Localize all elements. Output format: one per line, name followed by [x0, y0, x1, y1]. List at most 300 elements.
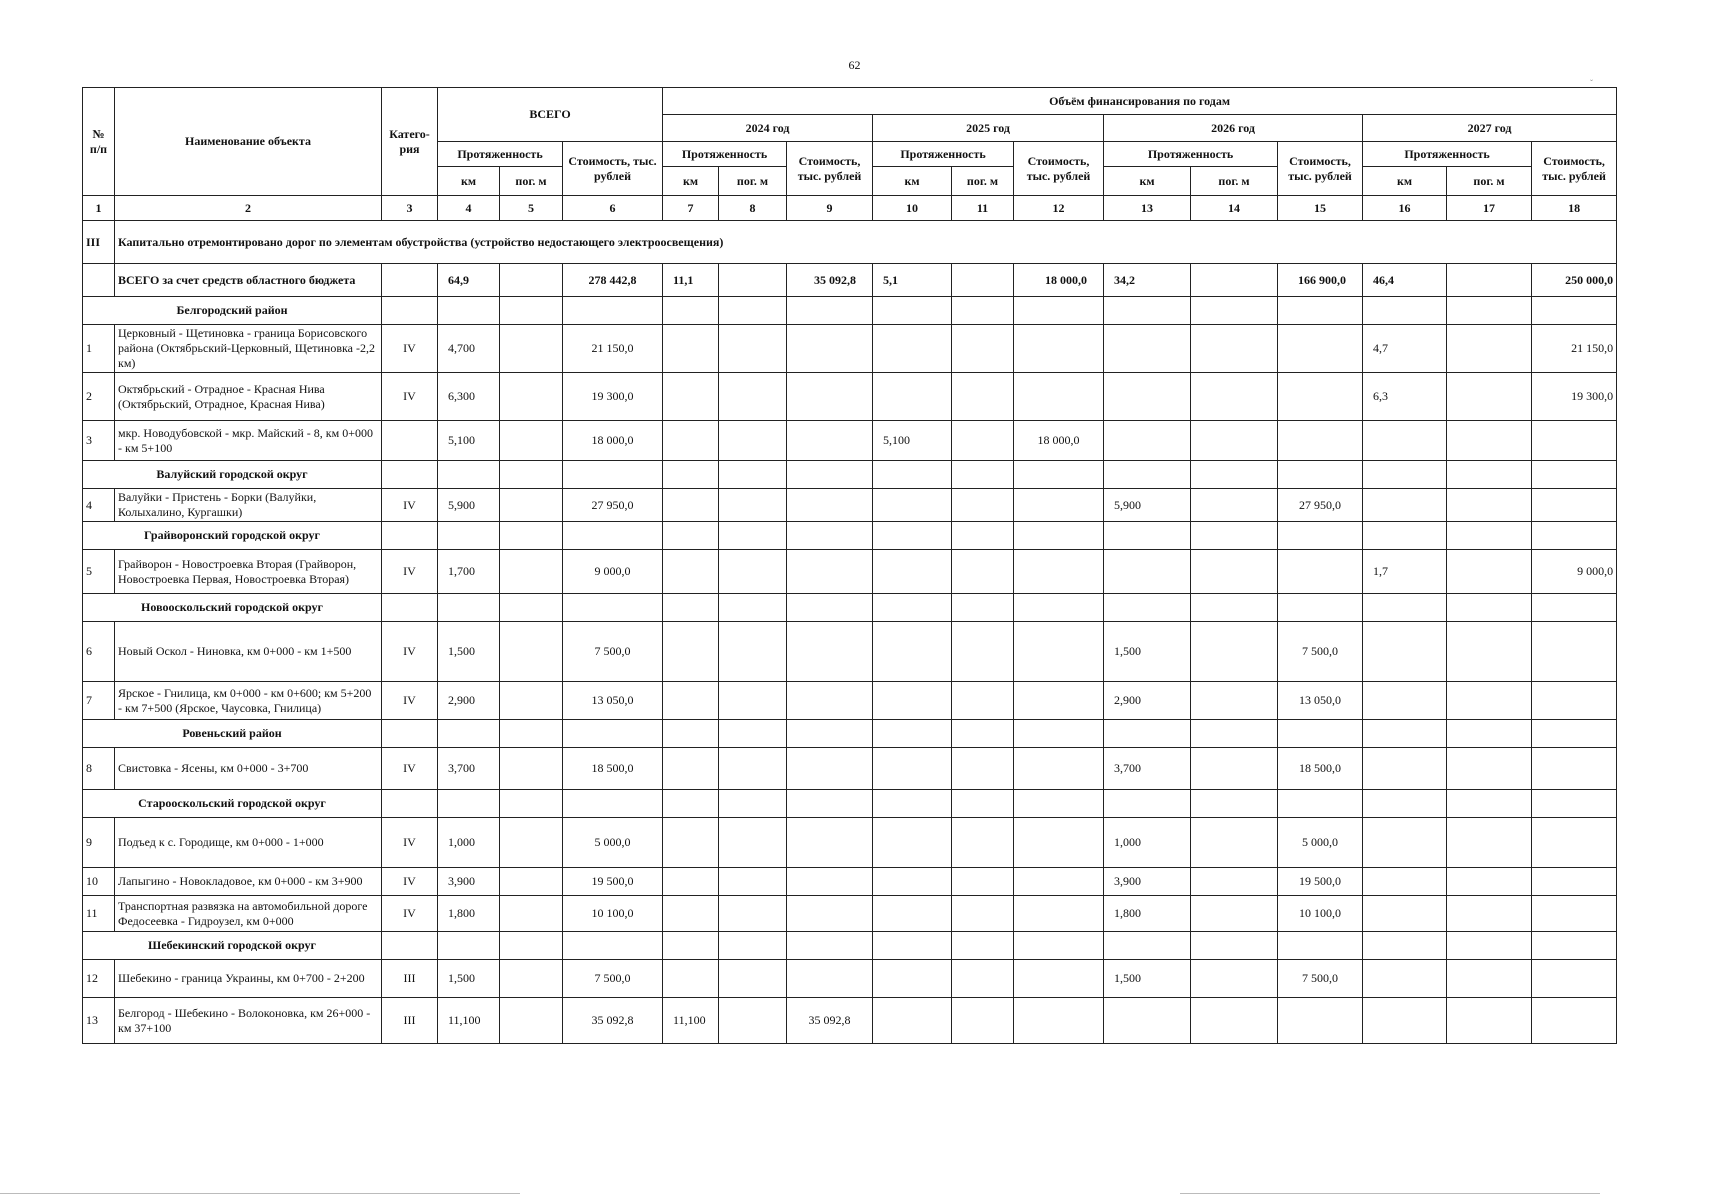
- total-cost: 19 300,0: [563, 373, 663, 421]
- district-row: [83, 594, 1617, 622]
- empty-cell: [500, 932, 563, 960]
- table-row: [83, 622, 1617, 682]
- y2027-pogm: [1447, 682, 1532, 720]
- object-name: Белгород - Шебекино - Волоконовка, км 26+000 - км 37+100: [115, 998, 382, 1044]
- y2024-km: [663, 682, 719, 720]
- row-number: 1: [83, 325, 115, 373]
- total-km: 5,100: [438, 421, 500, 461]
- empty-cell: [873, 720, 952, 748]
- y2027-pogm: [1447, 818, 1532, 868]
- column-number: 2: [115, 196, 382, 221]
- total-2026-km: 34,2: [1104, 264, 1191, 297]
- y2027-km: 1,7: [1363, 550, 1447, 594]
- empty-cell: [663, 790, 719, 818]
- y2025-cost: [1014, 489, 1104, 522]
- total-km: 64,9: [438, 264, 500, 297]
- total-cost: 9 000,0: [563, 550, 663, 594]
- object-category: IV: [382, 748, 438, 790]
- empty-cell: [873, 594, 952, 622]
- empty-cell: [438, 790, 500, 818]
- object-name: Октябрьский - Отрадное - Красная Нива (Октябрьский, Отрадное, Красная Нива): [115, 373, 382, 421]
- total-pogm: [500, 896, 563, 932]
- object-name: Транспортная развязка на автомобильной дороге Федосеевка - Гидроузел, км 0+000: [115, 896, 382, 932]
- y2025-km: [873, 325, 952, 373]
- empty-cell: [663, 932, 719, 960]
- empty-cell: [382, 461, 438, 489]
- total-pogm: [500, 489, 563, 522]
- y2026-pogm: [1191, 818, 1278, 868]
- y2026-pogm: [1191, 896, 1278, 932]
- total-2025-pogm: [952, 264, 1014, 297]
- total-pogm: [500, 998, 563, 1044]
- empty-cell: [873, 932, 952, 960]
- y2026-cost: 7 500,0: [1278, 960, 1363, 998]
- financing-table: [82, 87, 1617, 1044]
- empty-cell: [873, 790, 952, 818]
- y2024-pogm: [719, 550, 787, 594]
- empty-cell: [382, 522, 438, 550]
- row-number: 4: [83, 489, 115, 522]
- empty-cell: [952, 932, 1014, 960]
- empty-cell: [663, 522, 719, 550]
- header-km: км: [1104, 167, 1191, 196]
- y2025-km: [873, 960, 952, 998]
- empty-cell: [438, 594, 500, 622]
- row-number: 7: [83, 682, 115, 720]
- y2025-pogm: [952, 818, 1014, 868]
- y2026-km: 1,800: [1104, 896, 1191, 932]
- total-pogm: [500, 818, 563, 868]
- total-2025-km: 5,1: [873, 264, 952, 297]
- empty-cell: [1532, 594, 1617, 622]
- total-cost: 7 500,0: [563, 960, 663, 998]
- total-pogm: [500, 421, 563, 461]
- y2026-km: [1104, 325, 1191, 373]
- empty-cell: [719, 522, 787, 550]
- y2026-pogm: [1191, 748, 1278, 790]
- column-number: 5: [500, 196, 563, 221]
- y2026-cost: [1278, 325, 1363, 373]
- object-category: IV: [382, 682, 438, 720]
- empty-cell: [1278, 461, 1363, 489]
- row-number: 11: [83, 896, 115, 932]
- empty-cell: [500, 297, 563, 325]
- column-number: 3: [382, 196, 438, 221]
- empty-cell: [787, 790, 873, 818]
- empty-cell: [873, 297, 952, 325]
- table-row: [83, 373, 1617, 421]
- y2025-pogm: [952, 550, 1014, 594]
- empty-cell: [1191, 522, 1278, 550]
- empty-cell: [1363, 720, 1447, 748]
- empty-cell: [1532, 720, 1617, 748]
- y2026-pogm: [1191, 373, 1278, 421]
- header-km: км: [1363, 167, 1447, 196]
- empty-cell: [1104, 522, 1191, 550]
- header-length-2027: Протяженность: [1363, 142, 1532, 167]
- y2027-pogm: [1447, 325, 1532, 373]
- y2025-pogm: [952, 421, 1014, 461]
- header-cost-2026: Стоимость, тыс. рублей: [1278, 142, 1363, 196]
- total-2024-cost: 35 092,8: [787, 264, 873, 297]
- object-name: Подъед к с. Городище, км 0+000 - 1+000: [115, 818, 382, 868]
- y2024-cost: [787, 682, 873, 720]
- total-cost: 278 442,8: [563, 264, 663, 297]
- y2026-km: [1104, 421, 1191, 461]
- empty-cell: [1014, 720, 1104, 748]
- total-pogm: [500, 325, 563, 373]
- y2027-km: 6,3: [1363, 373, 1447, 421]
- column-number: 16: [1363, 196, 1447, 221]
- table-row: [83, 896, 1617, 932]
- y2026-km: 3,900: [1104, 868, 1191, 896]
- table-row: [83, 748, 1617, 790]
- header-pogm: пог. м: [1191, 167, 1278, 196]
- district-name: Старооскольский городской округ: [83, 790, 382, 818]
- y2027-km: [1363, 998, 1447, 1044]
- y2025-pogm: [952, 373, 1014, 421]
- empty-cell: [500, 522, 563, 550]
- y2027-km: [1363, 818, 1447, 868]
- y2025-km: [873, 818, 952, 868]
- object-name: Свистовка - Ясены, км 0+000 - 3+700: [115, 748, 382, 790]
- empty-cell: [787, 594, 873, 622]
- y2027-cost: [1532, 421, 1617, 461]
- y2027-km: [1363, 622, 1447, 682]
- total-pogm: [500, 868, 563, 896]
- y2026-cost: [1278, 550, 1363, 594]
- empty-cell: [1532, 522, 1617, 550]
- empty-cell: [1014, 522, 1104, 550]
- header-length-2024: Протяженность: [663, 142, 787, 167]
- y2027-cost: [1532, 622, 1617, 682]
- y2024-cost: [787, 373, 873, 421]
- y2024-cost: [787, 896, 873, 932]
- district-name: Шебекинский городской округ: [83, 932, 382, 960]
- y2025-cost: [1014, 868, 1104, 896]
- header-cost-2024: Стоимость, тыс. рублей: [787, 142, 873, 196]
- y2026-km: [1104, 373, 1191, 421]
- table-row: [83, 818, 1617, 868]
- y2024-cost: [787, 868, 873, 896]
- y2026-km: 1,500: [1104, 622, 1191, 682]
- total-km: 1,700: [438, 550, 500, 594]
- empty-cell: [1447, 932, 1532, 960]
- y2024-km: [663, 373, 719, 421]
- empty-cell: [787, 522, 873, 550]
- empty-cell: [1363, 932, 1447, 960]
- empty-cell: [1278, 790, 1363, 818]
- y2025-km: [873, 682, 952, 720]
- y2026-cost: 18 500,0: [1278, 748, 1363, 790]
- empty-cell: [382, 790, 438, 818]
- total-2025-cost: 18 000,0: [1014, 264, 1104, 297]
- header-cost-2027: Стоимость, тыс. рублей: [1532, 142, 1617, 196]
- empty-cell: [1104, 720, 1191, 748]
- y2026-cost: [1278, 421, 1363, 461]
- header-name: Наименование объекта: [115, 88, 382, 196]
- empty-cell: [1447, 297, 1532, 325]
- empty-cell: [1278, 932, 1363, 960]
- y2027-pogm: [1447, 868, 1532, 896]
- y2025-cost: [1014, 325, 1104, 373]
- y2026-km: 5,900: [1104, 489, 1191, 522]
- total-km: 1,000: [438, 818, 500, 868]
- scan-edge-line: [1180, 1193, 1600, 1194]
- total-2024-pogm: [719, 264, 787, 297]
- y2026-cost: [1278, 373, 1363, 421]
- empty-cell: [1191, 297, 1278, 325]
- y2024-pogm: [719, 868, 787, 896]
- header-length-2025: Протяженность: [873, 142, 1014, 167]
- y2027-pogm: [1447, 622, 1532, 682]
- empty-cell: [563, 790, 663, 818]
- y2024-km: 11,100: [663, 998, 719, 1044]
- object-name: Ярское - Гнилица, км 0+000 - км 0+600; км 5+200 - км 7+500 (Ярское, Чаусовка, Гнилица): [115, 682, 382, 720]
- total-cost: 18 500,0: [563, 748, 663, 790]
- header-num: № п/п: [83, 88, 115, 196]
- total-cost: 21 150,0: [563, 325, 663, 373]
- y2027-pogm: [1447, 373, 1532, 421]
- row-number: 5: [83, 550, 115, 594]
- y2027-pogm: [1447, 489, 1532, 522]
- y2024-pogm: [719, 682, 787, 720]
- y2026-km: [1104, 550, 1191, 594]
- total-row: [83, 264, 1617, 297]
- y2026-pogm: [1191, 325, 1278, 373]
- empty-cell: [1532, 297, 1617, 325]
- y2027-cost: [1532, 998, 1617, 1044]
- total-cost: 35 092,8: [563, 998, 663, 1044]
- empty-cell: [952, 594, 1014, 622]
- header-year-2024: 2024 год: [663, 115, 873, 142]
- y2025-pogm: [952, 325, 1014, 373]
- y2025-cost: 18 000,0: [1014, 421, 1104, 461]
- empty-cell: [787, 297, 873, 325]
- y2027-km: [1363, 960, 1447, 998]
- total-pogm: [500, 550, 563, 594]
- empty-cell: [500, 594, 563, 622]
- y2027-km: [1363, 421, 1447, 461]
- y2025-km: 5,100: [873, 421, 952, 461]
- empty-cell: [1014, 932, 1104, 960]
- total-km: 1,500: [438, 960, 500, 998]
- y2024-km: [663, 325, 719, 373]
- y2024-km: [663, 622, 719, 682]
- object-category: IV: [382, 818, 438, 868]
- scan-mark: ˇ: [1590, 78, 1593, 88]
- total-2027-pogm: [1447, 264, 1532, 297]
- district-row: [83, 522, 1617, 550]
- y2027-pogm: [1447, 960, 1532, 998]
- column-number: 14: [1191, 196, 1278, 221]
- y2026-pogm: [1191, 868, 1278, 896]
- y2024-pogm: [719, 622, 787, 682]
- empty-cell: [663, 720, 719, 748]
- object-category: IV: [382, 550, 438, 594]
- empty-cell: [1104, 594, 1191, 622]
- column-number: 7: [663, 196, 719, 221]
- y2025-km: [873, 896, 952, 932]
- object-category: IV: [382, 896, 438, 932]
- column-number: 12: [1014, 196, 1104, 221]
- total-num-cell: [83, 264, 115, 297]
- object-name: Шебекино - граница Украины, км 0+700 - 2+200: [115, 960, 382, 998]
- y2024-km: [663, 818, 719, 868]
- row-number: 6: [83, 622, 115, 682]
- table-row: [83, 960, 1617, 998]
- district-name: Белгородский район: [83, 297, 382, 325]
- table-row: [83, 421, 1617, 461]
- empty-cell: [500, 720, 563, 748]
- column-number: 15: [1278, 196, 1363, 221]
- empty-cell: [1104, 461, 1191, 489]
- y2024-km: [663, 550, 719, 594]
- y2027-km: [1363, 896, 1447, 932]
- section-title: Капитально отремонтировано дорог по элементам обустройства (устройство недостающего электроосвещения): [115, 221, 1617, 264]
- y2027-cost: [1532, 868, 1617, 896]
- header-row-groups: [83, 88, 1617, 115]
- object-category: IV: [382, 868, 438, 896]
- empty-cell: [952, 297, 1014, 325]
- object-category: IV: [382, 325, 438, 373]
- empty-cell: [1014, 297, 1104, 325]
- empty-cell: [1014, 461, 1104, 489]
- header-km: км: [438, 167, 500, 196]
- object-name: Новый Оскол - Ниновка, км 0+000 - км 1+500: [115, 622, 382, 682]
- y2026-cost: [1278, 998, 1363, 1044]
- empty-cell: [719, 790, 787, 818]
- total-pogm: [500, 373, 563, 421]
- empty-cell: [563, 522, 663, 550]
- empty-cell: [1104, 297, 1191, 325]
- empty-cell: [1278, 594, 1363, 622]
- y2026-cost: 10 100,0: [1278, 896, 1363, 932]
- empty-cell: [1363, 522, 1447, 550]
- y2024-cost: [787, 325, 873, 373]
- y2027-cost: 21 150,0: [1532, 325, 1617, 373]
- empty-cell: [1191, 720, 1278, 748]
- empty-cell: [382, 720, 438, 748]
- y2024-cost: [787, 748, 873, 790]
- empty-cell: [719, 461, 787, 489]
- empty-cell: [438, 522, 500, 550]
- y2024-pogm: [719, 748, 787, 790]
- y2027-pogm: [1447, 896, 1532, 932]
- empty-cell: [719, 720, 787, 748]
- row-number: 10: [83, 868, 115, 896]
- y2025-pogm: [952, 748, 1014, 790]
- y2027-pogm: [1447, 550, 1532, 594]
- header-pogm: пог. м: [719, 167, 787, 196]
- empty-cell: [787, 720, 873, 748]
- empty-cell: [438, 297, 500, 325]
- empty-cell: [719, 297, 787, 325]
- header-funding-group: Объём финансирования по годам: [663, 88, 1617, 115]
- district-name: Ровеньский район: [83, 720, 382, 748]
- empty-cell: [563, 720, 663, 748]
- section-row: [83, 221, 1617, 264]
- y2026-km: 2,900: [1104, 682, 1191, 720]
- district-name: Грайворонский городской округ: [83, 522, 382, 550]
- header-row-column-numbers: [83, 196, 1617, 221]
- empty-cell: [1447, 720, 1532, 748]
- column-number: 13: [1104, 196, 1191, 221]
- empty-cell: [663, 461, 719, 489]
- y2024-km: [663, 960, 719, 998]
- object-name: Грайворон - Новостроевка Вторая (Грайворон, Новостроевка Первая, Новостроевка Вторая): [115, 550, 382, 594]
- object-name: мкр. Новодубовской - мкр. Майский - 8, км 0+000 - км 5+100: [115, 421, 382, 461]
- y2024-cost: [787, 818, 873, 868]
- district-row: [83, 720, 1617, 748]
- empty-cell: [1014, 594, 1104, 622]
- empty-cell: [663, 297, 719, 325]
- empty-cell: [563, 461, 663, 489]
- total-name: ВСЕГО за счет средств областного бюджета: [115, 264, 382, 297]
- table-row: [83, 325, 1617, 373]
- object-name: Валуйки - Пристень - Борки (Валуйки, Колыхалино, Кургашки): [115, 489, 382, 522]
- y2027-km: [1363, 489, 1447, 522]
- total-km: 1,800: [438, 896, 500, 932]
- empty-cell: [1447, 522, 1532, 550]
- y2025-cost: [1014, 622, 1104, 682]
- empty-cell: [1363, 594, 1447, 622]
- total-km: 5,900: [438, 489, 500, 522]
- empty-cell: [1104, 790, 1191, 818]
- empty-cell: [663, 594, 719, 622]
- y2025-cost: [1014, 818, 1104, 868]
- y2025-km: [873, 622, 952, 682]
- column-number: 18: [1532, 196, 1617, 221]
- total-cost: 7 500,0: [563, 622, 663, 682]
- header-pogm: пог. м: [1447, 167, 1532, 196]
- total-km: 2,900: [438, 682, 500, 720]
- y2026-pogm: [1191, 489, 1278, 522]
- y2027-pogm: [1447, 748, 1532, 790]
- empty-cell: [1191, 790, 1278, 818]
- y2025-cost: [1014, 896, 1104, 932]
- empty-cell: [1104, 932, 1191, 960]
- district-name: Валуйский городской округ: [83, 461, 382, 489]
- empty-cell: [1532, 932, 1617, 960]
- y2027-km: [1363, 682, 1447, 720]
- empty-cell: [500, 461, 563, 489]
- column-number: 1: [83, 196, 115, 221]
- object-category: IV: [382, 373, 438, 421]
- total-km: 1,500: [438, 622, 500, 682]
- y2024-pogm: [719, 325, 787, 373]
- empty-cell: [1278, 297, 1363, 325]
- y2027-cost: [1532, 682, 1617, 720]
- empty-cell: [438, 461, 500, 489]
- y2025-pogm: [952, 489, 1014, 522]
- y2026-pogm: [1191, 421, 1278, 461]
- page-number: 62: [848, 58, 861, 72]
- row-number: 13: [83, 998, 115, 1044]
- empty-cell: [952, 790, 1014, 818]
- empty-cell: [787, 461, 873, 489]
- y2027-pogm: [1447, 421, 1532, 461]
- y2026-km: 1,500: [1104, 960, 1191, 998]
- header-pogm: пог. м: [500, 167, 563, 196]
- object-category: III: [382, 960, 438, 998]
- empty-cell: [719, 932, 787, 960]
- empty-cell: [1532, 790, 1617, 818]
- empty-cell: [1363, 790, 1447, 818]
- y2026-cost: 5 000,0: [1278, 818, 1363, 868]
- object-category: IV: [382, 489, 438, 522]
- table-row: [83, 550, 1617, 594]
